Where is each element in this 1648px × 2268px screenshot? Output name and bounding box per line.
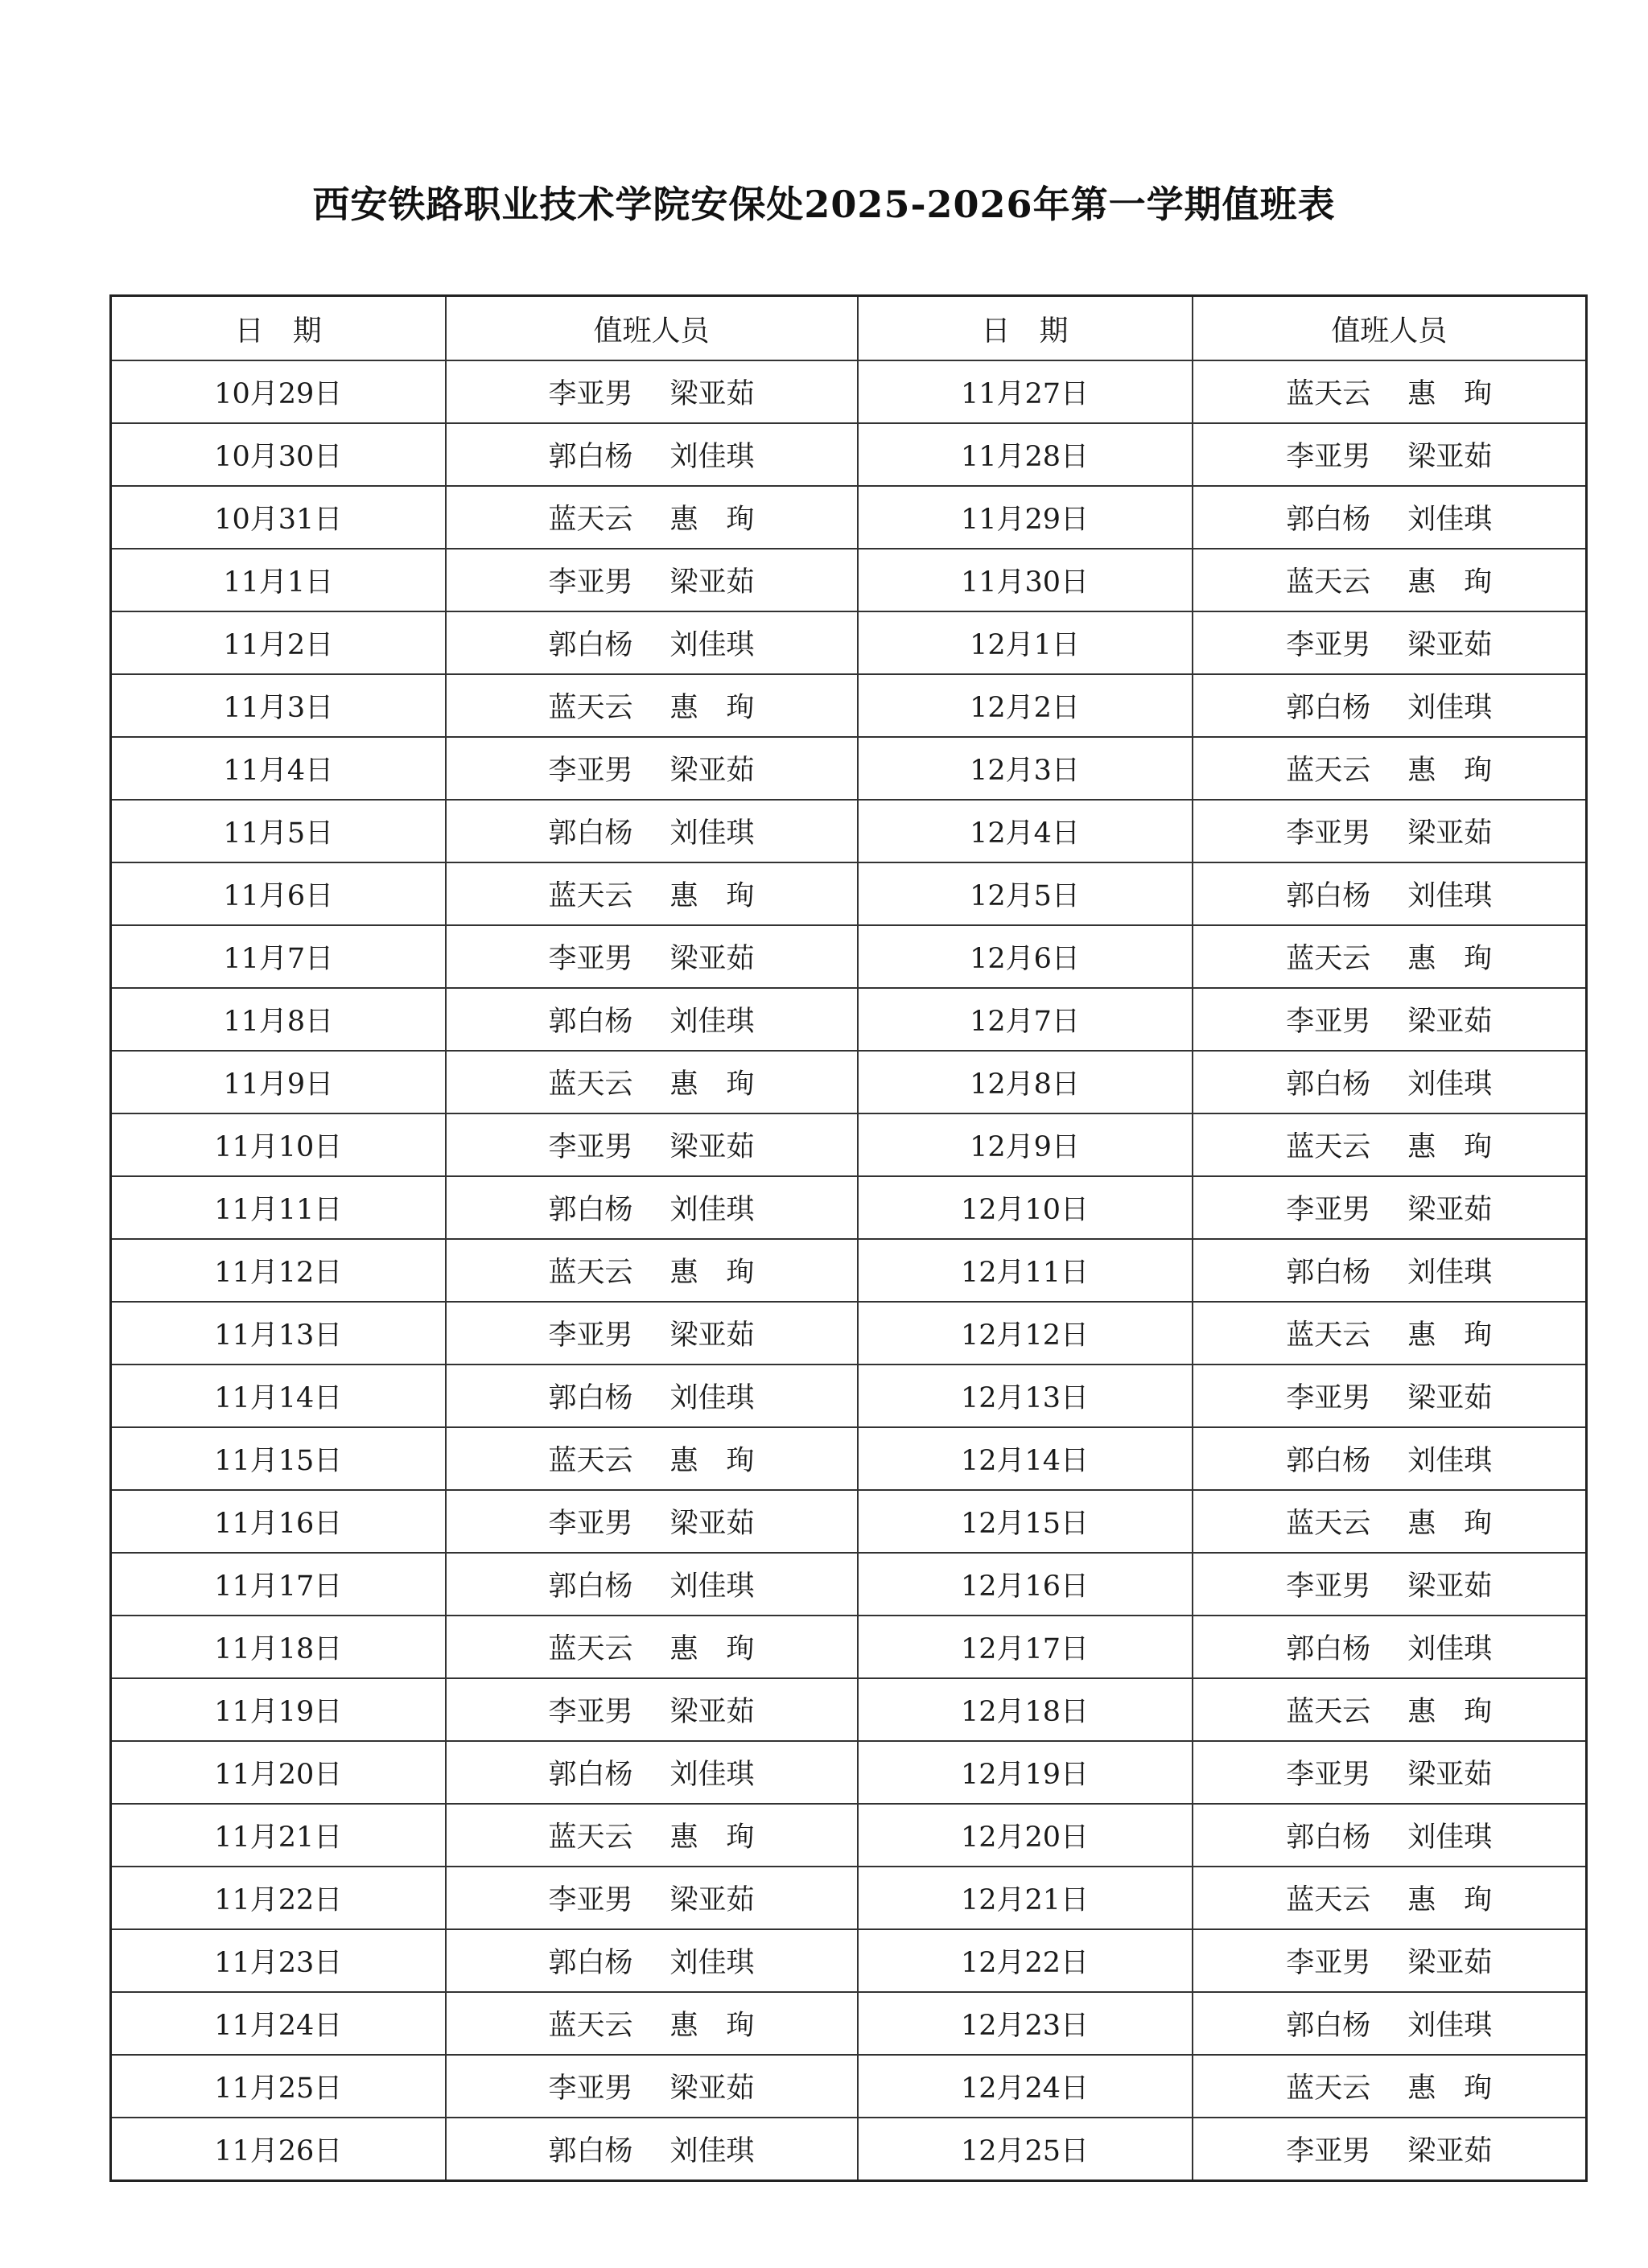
date-cell-right: 11月30日 xyxy=(858,549,1193,611)
staff-name: 郭白杨 xyxy=(1286,1633,1371,1665)
staff-cell-left xyxy=(446,1365,858,1427)
staff-name: 刘佳琪 xyxy=(670,1006,755,1038)
date-cell-left: 11月15日 xyxy=(111,1427,446,1490)
date-cell-left: 11月2日 xyxy=(111,611,446,674)
staff-name: 梁亚茹 xyxy=(1407,1947,1493,1979)
staff-name: 李亚男 xyxy=(548,2072,633,2105)
table-row xyxy=(111,737,1587,800)
date-cell-right: 12月10日 xyxy=(858,1176,1193,1239)
table-row xyxy=(111,1678,1587,1741)
date-cell-left: 11月12日 xyxy=(111,1239,446,1302)
staff-name: 李亚男 xyxy=(1286,1194,1371,1226)
date-cell-left: 11月4日 xyxy=(111,737,446,800)
staff-cell-left xyxy=(446,674,858,737)
staff-cell-left xyxy=(446,2118,858,2181)
staff-name: 李亚男 xyxy=(548,1319,633,1352)
staff-name: 刘佳琪 xyxy=(670,2135,755,2167)
staff-name: 李亚男 xyxy=(548,378,633,410)
staff-name: 蓝天云 xyxy=(1286,1131,1371,1163)
staff-cell-right xyxy=(1193,674,1587,737)
staff-name: 郭白杨 xyxy=(548,629,633,661)
header-date-left: 日 期 xyxy=(111,296,446,361)
date-cell-left: 11月7日 xyxy=(111,925,446,988)
staff-cell-left xyxy=(446,737,858,800)
staff-cell-left xyxy=(446,1051,858,1113)
staff-cell-right xyxy=(1193,1427,1587,1490)
staff-name: 惠 珣 xyxy=(670,880,755,912)
date-cell-right: 12月14日 xyxy=(858,1427,1193,1490)
table-row xyxy=(111,800,1587,862)
table-row xyxy=(111,1490,1587,1553)
staff-name: 惠 珣 xyxy=(1407,378,1493,410)
date-cell-left: 11月24日 xyxy=(111,1992,446,2055)
staff-name: 李亚男 xyxy=(548,566,633,599)
staff-name: 郭白杨 xyxy=(1286,1257,1371,1289)
table-row xyxy=(111,1992,1587,2055)
date-cell-right: 12月1日 xyxy=(858,611,1193,674)
staff-name: 蓝天云 xyxy=(548,504,633,536)
staff-name: 蓝天云 xyxy=(548,1445,633,1477)
table-row xyxy=(111,862,1587,925)
table-row xyxy=(111,1176,1587,1239)
date-cell-left: 10月29日 xyxy=(111,360,446,423)
staff-name: 李亚男 xyxy=(1286,1570,1371,1603)
staff-cell-left xyxy=(446,1553,858,1616)
staff-cell-left xyxy=(446,1867,858,1929)
staff-name: 郭白杨 xyxy=(1286,880,1371,912)
staff-cell-right xyxy=(1193,862,1587,925)
staff-name: 郭白杨 xyxy=(1286,2010,1371,2042)
staff-cell-left xyxy=(446,611,858,674)
staff-cell-right xyxy=(1193,1992,1587,2055)
staff-cell-left xyxy=(446,549,858,611)
staff-cell-left xyxy=(446,800,858,862)
staff-cell-right xyxy=(1193,611,1587,674)
table-row xyxy=(111,2055,1587,2118)
staff-name: 蓝天云 xyxy=(1286,2072,1371,2105)
staff-cell-left xyxy=(446,423,858,486)
staff-name: 刘佳琪 xyxy=(670,817,755,850)
staff-name: 郭白杨 xyxy=(548,1382,633,1414)
staff-name: 梁亚茹 xyxy=(1407,629,1493,661)
staff-name: 郭白杨 xyxy=(1286,692,1371,724)
table-row xyxy=(111,988,1587,1051)
date-cell-right: 12月23日 xyxy=(858,1992,1193,2055)
staff-cell-left xyxy=(446,1427,858,1490)
staff-name: 刘佳琪 xyxy=(670,629,755,661)
date-cell-left: 10月31日 xyxy=(111,486,446,549)
date-cell-right: 12月19日 xyxy=(858,1741,1193,1804)
date-cell-right: 12月18日 xyxy=(858,1678,1193,1741)
staff-name: 李亚男 xyxy=(548,1131,633,1163)
staff-name: 李亚男 xyxy=(1286,1006,1371,1038)
staff-name: 惠 珣 xyxy=(1407,1131,1493,1163)
staff-cell-right xyxy=(1193,2055,1587,2118)
staff-cell-left xyxy=(446,1490,858,1553)
date-cell-right: 12月20日 xyxy=(858,1804,1193,1867)
date-cell-right: 11月28日 xyxy=(858,423,1193,486)
table-row xyxy=(111,2118,1587,2181)
staff-name: 蓝天云 xyxy=(548,1068,633,1101)
document-title: 西安铁路职业技术学院安保处2025-2026年第一学期值班表 xyxy=(312,183,1336,226)
staff-name: 梁亚茹 xyxy=(1407,1194,1493,1226)
date-cell-right: 12月4日 xyxy=(858,800,1193,862)
date-cell-left: 11月19日 xyxy=(111,1678,446,1741)
staff-name: 梁亚茹 xyxy=(1407,1382,1493,1414)
staff-name: 蓝天云 xyxy=(548,2010,633,2042)
date-cell-left: 10月30日 xyxy=(111,423,446,486)
staff-cell-right xyxy=(1193,1741,1587,1804)
date-cell-left: 11月26日 xyxy=(111,2118,446,2181)
staff-name: 蓝天云 xyxy=(1286,1319,1371,1352)
staff-name: 郭白杨 xyxy=(1286,504,1371,536)
date-cell-right: 12月7日 xyxy=(858,988,1193,1051)
date-cell-right: 12月9日 xyxy=(858,1113,1193,1176)
staff-cell-left xyxy=(446,360,858,423)
staff-name: 梁亚茹 xyxy=(1407,1006,1493,1038)
staff-cell-right xyxy=(1193,800,1587,862)
staff-cell-left xyxy=(446,988,858,1051)
staff-cell-right xyxy=(1193,988,1587,1051)
date-cell-left: 11月11日 xyxy=(111,1176,446,1239)
date-cell-left: 11月22日 xyxy=(111,1867,446,1929)
staff-name: 梁亚茹 xyxy=(670,378,755,410)
staff-cell-left xyxy=(446,2055,858,2118)
staff-cell-right xyxy=(1193,1929,1587,1992)
table-row xyxy=(111,1553,1587,1616)
date-cell-left: 11月5日 xyxy=(111,800,446,862)
staff-cell-right xyxy=(1193,1678,1587,1741)
staff-cell-left xyxy=(446,1302,858,1365)
date-cell-right: 12月11日 xyxy=(858,1239,1193,1302)
date-cell-left: 11月1日 xyxy=(111,549,446,611)
staff-name: 李亚男 xyxy=(1286,817,1371,850)
staff-name: 惠 珣 xyxy=(1407,1884,1493,1916)
staff-name: 梁亚茹 xyxy=(670,566,755,599)
table-row xyxy=(111,1929,1587,1992)
date-cell-left: 11月8日 xyxy=(111,988,446,1051)
staff-name: 蓝天云 xyxy=(548,1821,633,1854)
staff-name: 蓝天云 xyxy=(548,1257,633,1289)
staff-name: 梁亚茹 xyxy=(1407,817,1493,850)
staff-name: 李亚男 xyxy=(548,1884,633,1916)
table-row xyxy=(111,486,1587,549)
table-row xyxy=(111,1365,1587,1427)
staff-cell-right xyxy=(1193,1490,1587,1553)
table-row xyxy=(111,1051,1587,1113)
staff-name: 刘佳琪 xyxy=(670,441,755,473)
table-row xyxy=(111,1867,1587,1929)
staff-name: 惠 珣 xyxy=(670,1068,755,1101)
staff-name: 梁亚茹 xyxy=(670,1508,755,1540)
date-cell-right: 12月21日 xyxy=(858,1867,1193,1929)
table-row xyxy=(111,549,1587,611)
staff-name: 梁亚茹 xyxy=(1407,2135,1493,2167)
staff-name: 惠 珣 xyxy=(1407,1319,1493,1352)
date-cell-right: 12月15日 xyxy=(858,1490,1193,1553)
staff-cell-left xyxy=(446,1176,858,1239)
staff-name: 刘佳琪 xyxy=(670,1759,755,1791)
staff-cell-right xyxy=(1193,486,1587,549)
staff-name: 李亚男 xyxy=(1286,1382,1371,1414)
staff-name: 刘佳琪 xyxy=(670,1194,755,1226)
staff-cell-right xyxy=(1193,549,1587,611)
header-staff-left: 值班人员 xyxy=(446,296,858,361)
staff-name: 刘佳琪 xyxy=(1407,880,1493,912)
staff-name: 郭白杨 xyxy=(548,2135,633,2167)
staff-cell-right xyxy=(1193,1867,1587,1929)
staff-name: 李亚男 xyxy=(1286,441,1371,473)
staff-name: 蓝天云 xyxy=(548,1633,633,1665)
header-staff-right: 值班人员 xyxy=(1193,296,1587,361)
staff-cell-right xyxy=(1193,1113,1587,1176)
staff-name: 惠 珣 xyxy=(1407,943,1493,975)
staff-name: 梁亚茹 xyxy=(670,1319,755,1352)
staff-cell-left xyxy=(446,1239,858,1302)
staff-cell-left xyxy=(446,862,858,925)
date-cell-right: 12月8日 xyxy=(858,1051,1193,1113)
staff-name: 梁亚茹 xyxy=(670,943,755,975)
date-cell-left: 11月18日 xyxy=(111,1616,446,1678)
staff-cell-left xyxy=(446,1616,858,1678)
staff-name: 刘佳琪 xyxy=(1407,1445,1493,1477)
staff-name: 刘佳琪 xyxy=(1407,1257,1493,1289)
staff-name: 李亚男 xyxy=(1286,2135,1371,2167)
staff-name: 蓝天云 xyxy=(1286,1884,1371,1916)
date-cell-left: 11月20日 xyxy=(111,1741,446,1804)
staff-name: 惠 珣 xyxy=(670,692,755,724)
date-cell-left: 11月25日 xyxy=(111,2055,446,2118)
staff-name: 惠 珣 xyxy=(1407,1696,1493,1728)
staff-name: 梁亚茹 xyxy=(1407,1570,1493,1603)
staff-name: 李亚男 xyxy=(1286,1759,1371,1791)
table-row xyxy=(111,1302,1587,1365)
staff-cell-right xyxy=(1193,925,1587,988)
staff-cell-right xyxy=(1193,1365,1587,1427)
staff-cell-right xyxy=(1193,2118,1587,2181)
staff-name: 惠 珣 xyxy=(670,1633,755,1665)
date-cell-left: 11月21日 xyxy=(111,1804,446,1867)
staff-cell-left xyxy=(446,1992,858,2055)
staff-name: 蓝天云 xyxy=(548,692,633,724)
staff-name: 刘佳琪 xyxy=(1407,1068,1493,1101)
table-row xyxy=(111,611,1587,674)
table-row xyxy=(111,925,1587,988)
date-cell-left: 11月14日 xyxy=(111,1365,446,1427)
staff-cell-right xyxy=(1193,423,1587,486)
staff-name: 郭白杨 xyxy=(1286,1445,1371,1477)
staff-name: 刘佳琪 xyxy=(1407,1821,1493,1854)
staff-name: 刘佳琪 xyxy=(1407,1633,1493,1665)
staff-name: 惠 珣 xyxy=(1407,2072,1493,2105)
staff-name: 蓝天云 xyxy=(548,880,633,912)
staff-name: 刘佳琪 xyxy=(1407,504,1493,536)
staff-name: 李亚男 xyxy=(1286,629,1371,661)
staff-name: 惠 珣 xyxy=(1407,1508,1493,1540)
staff-cell-left xyxy=(446,1741,858,1804)
staff-cell-right xyxy=(1193,360,1587,423)
date-cell-left: 11月16日 xyxy=(111,1490,446,1553)
staff-name: 李亚男 xyxy=(548,943,633,975)
staff-cell-right xyxy=(1193,1804,1587,1867)
date-cell-left: 11月13日 xyxy=(111,1302,446,1365)
staff-name: 李亚男 xyxy=(548,1696,633,1728)
staff-name: 郭白杨 xyxy=(548,1759,633,1791)
staff-cell-left xyxy=(446,1678,858,1741)
date-cell-right: 11月29日 xyxy=(858,486,1193,549)
staff-name: 惠 珣 xyxy=(1407,566,1493,599)
duty-roster-table xyxy=(109,294,1588,2182)
date-cell-left: 11月17日 xyxy=(111,1553,446,1616)
header-row xyxy=(111,296,1587,361)
staff-name: 郭白杨 xyxy=(548,1570,633,1603)
date-cell-right: 12月22日 xyxy=(858,1929,1193,1992)
date-cell-right: 12月24日 xyxy=(858,2055,1193,2118)
staff-name: 李亚男 xyxy=(1286,1947,1371,1979)
table-row xyxy=(111,1427,1587,1490)
staff-cell-left xyxy=(446,1929,858,1992)
staff-cell-right xyxy=(1193,1239,1587,1302)
staff-name: 惠 珣 xyxy=(670,1445,755,1477)
staff-name: 刘佳琪 xyxy=(1407,2010,1493,2042)
staff-name: 李亚男 xyxy=(548,755,633,787)
date-cell-right: 12月3日 xyxy=(858,737,1193,800)
date-cell-right: 12月12日 xyxy=(858,1302,1193,1365)
staff-cell-right xyxy=(1193,737,1587,800)
staff-name: 郭白杨 xyxy=(548,817,633,850)
staff-name: 李亚男 xyxy=(548,1508,633,1540)
date-cell-left: 11月3日 xyxy=(111,674,446,737)
date-cell-right: 12月2日 xyxy=(858,674,1193,737)
date-cell-left: 11月23日 xyxy=(111,1929,446,1992)
date-cell-right: 12月6日 xyxy=(858,925,1193,988)
staff-cell-right xyxy=(1193,1302,1587,1365)
staff-cell-right xyxy=(1193,1553,1587,1616)
table-header xyxy=(111,296,1587,361)
staff-name: 刘佳琪 xyxy=(670,1570,755,1603)
date-cell-left: 11月9日 xyxy=(111,1051,446,1113)
table-row xyxy=(111,1616,1587,1678)
staff-name: 梁亚茹 xyxy=(670,2072,755,2105)
date-cell-right: 12月5日 xyxy=(858,862,1193,925)
date-cell-right: 12月17日 xyxy=(858,1616,1193,1678)
staff-name: 梁亚茹 xyxy=(670,1131,755,1163)
staff-name: 刘佳琪 xyxy=(670,1382,755,1414)
staff-name: 郭白杨 xyxy=(548,1006,633,1038)
staff-name: 蓝天云 xyxy=(1286,1508,1371,1540)
date-cell-left: 11月10日 xyxy=(111,1113,446,1176)
staff-name: 梁亚茹 xyxy=(1407,441,1493,473)
table-row xyxy=(111,674,1587,737)
staff-cell-right xyxy=(1193,1051,1587,1113)
staff-name: 梁亚茹 xyxy=(670,1884,755,1916)
date-cell-right: 12月16日 xyxy=(858,1553,1193,1616)
staff-name: 郭白杨 xyxy=(1286,1068,1371,1101)
table-row xyxy=(111,1741,1587,1804)
date-cell-right: 11月27日 xyxy=(858,360,1193,423)
staff-name: 蓝天云 xyxy=(1286,378,1371,410)
staff-name: 蓝天云 xyxy=(1286,1696,1371,1728)
staff-name: 郭白杨 xyxy=(548,1947,633,1979)
staff-name: 惠 珣 xyxy=(670,1821,755,1854)
staff-name: 蓝天云 xyxy=(1286,755,1371,787)
staff-name: 惠 珣 xyxy=(670,2010,755,2042)
staff-name: 刘佳琪 xyxy=(670,1947,755,1979)
staff-cell-right xyxy=(1193,1616,1587,1678)
staff-cell-right xyxy=(1193,1176,1587,1239)
date-cell-right: 12月25日 xyxy=(858,2118,1193,2181)
staff-name: 梁亚茹 xyxy=(670,1696,755,1728)
staff-name: 蓝天云 xyxy=(1286,943,1371,975)
staff-cell-left xyxy=(446,486,858,549)
table-body xyxy=(111,360,1587,2181)
staff-name: 郭白杨 xyxy=(1286,1821,1371,1854)
table-row xyxy=(111,360,1587,423)
staff-name: 蓝天云 xyxy=(1286,566,1371,599)
staff-cell-left xyxy=(446,1804,858,1867)
staff-name: 梁亚茹 xyxy=(670,755,755,787)
date-cell-right: 12月13日 xyxy=(858,1365,1193,1427)
staff-name: 惠 珣 xyxy=(670,1257,755,1289)
staff-name: 刘佳琪 xyxy=(1407,692,1493,724)
staff-name: 郭白杨 xyxy=(548,441,633,473)
table-row xyxy=(111,423,1587,486)
table-row xyxy=(111,1239,1587,1302)
staff-name: 惠 珣 xyxy=(670,504,755,536)
staff-name: 郭白杨 xyxy=(548,1194,633,1226)
table-row xyxy=(111,1113,1587,1176)
staff-name: 梁亚茹 xyxy=(1407,1759,1493,1791)
staff-name: 惠 珣 xyxy=(1407,755,1493,787)
table-row xyxy=(111,1804,1587,1867)
header-date-right: 日 期 xyxy=(858,296,1193,361)
staff-cell-left xyxy=(446,1113,858,1176)
staff-cell-left xyxy=(446,925,858,988)
date-cell-left: 11月6日 xyxy=(111,862,446,925)
